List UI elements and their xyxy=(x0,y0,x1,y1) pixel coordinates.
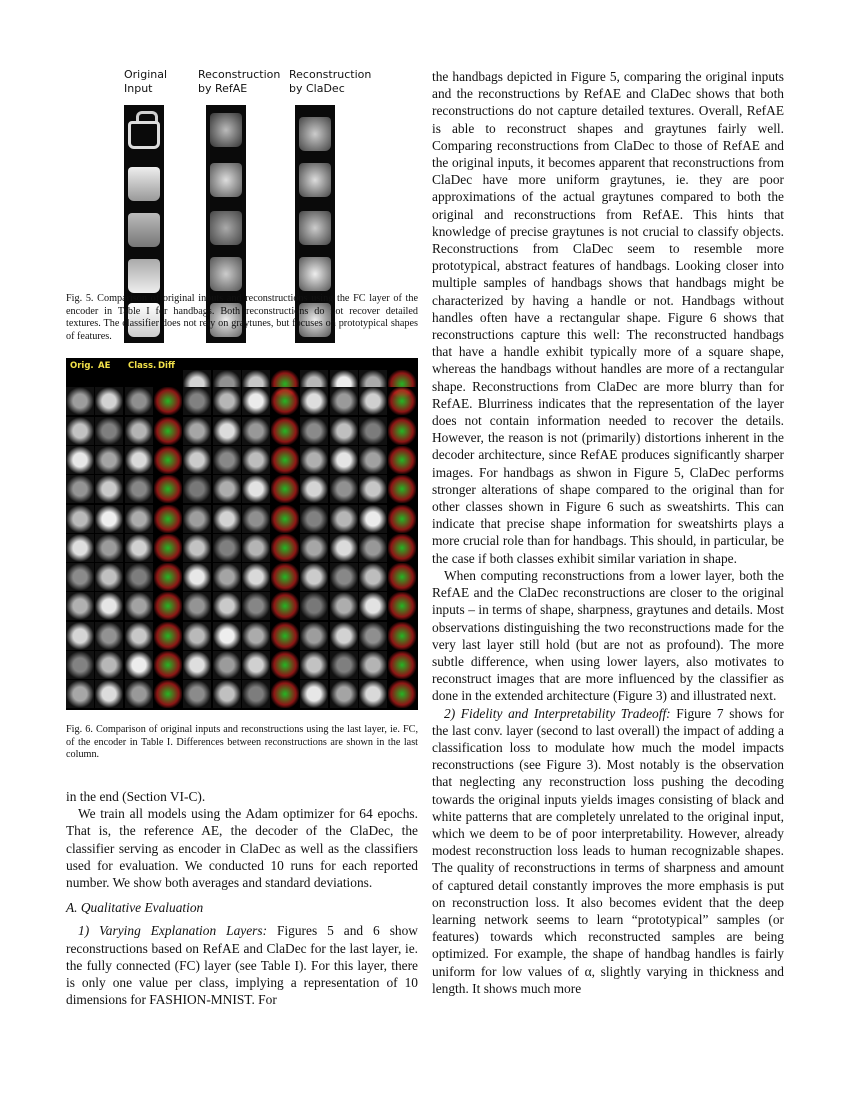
fig6-thumbnail xyxy=(154,680,182,708)
fig6-thumbnail xyxy=(330,534,358,562)
fig6-thumbnail xyxy=(388,475,416,503)
figure-6 xyxy=(66,358,418,710)
fig6-thumbnail xyxy=(154,592,182,620)
fig6-thumbnail xyxy=(359,446,387,474)
fig6-thumbnail xyxy=(213,534,241,562)
fig6-thumbnail xyxy=(359,563,387,591)
fig6-thumbnail xyxy=(183,387,211,415)
bag-image xyxy=(299,257,331,291)
left-paragraph-2: We train all models using the Adam optimizer for 64 epochs. That is, the reference AE, the decoder of the ClaDec, the classifier serving as encoder in ClaDec as well as the classifiers used for evaluation. We conducted 10 runs for each reported number. We show both averages and standard deviations. xyxy=(66,806,418,891)
fig6-thumbnail xyxy=(300,592,328,620)
fig6-thumbnail xyxy=(330,387,358,415)
fig6-thumbnail xyxy=(330,592,358,620)
figure-5 xyxy=(120,68,380,278)
fig6-thumbnail xyxy=(330,680,358,708)
fig6-thumbnail xyxy=(66,534,94,562)
fig6-thumbnail xyxy=(125,475,153,503)
fig6-thumbnail xyxy=(66,563,94,591)
fig6-thumbnail xyxy=(300,417,328,445)
fig6-thumbnail xyxy=(213,651,241,679)
fig5-header-original: Original Input xyxy=(124,68,168,95)
fig6-thumbnail xyxy=(183,651,211,679)
left-paragraph-3 xyxy=(66,922,418,1008)
fig6-thumbnail xyxy=(300,505,328,533)
bag-image xyxy=(210,163,242,197)
fig6-thumbnail xyxy=(359,534,387,562)
fig6-thumbnail xyxy=(300,446,328,474)
fig6-thumbnail xyxy=(271,651,299,679)
fig6-thumbnail xyxy=(359,505,387,533)
fig6-thumbnail xyxy=(66,651,94,679)
fig6-thumbnail xyxy=(242,563,270,591)
bag-image xyxy=(128,167,160,201)
left-column xyxy=(66,788,418,1008)
fig6-thumbnail xyxy=(300,563,328,591)
fig6-label-diff: Diff xyxy=(158,361,175,371)
fig6-thumbnail xyxy=(388,651,416,679)
fig6-thumbnail xyxy=(183,534,211,562)
bag-image xyxy=(299,163,331,197)
fig6-thumbnail xyxy=(95,622,123,650)
subsection-heading-2: 2) Fidelity and Interpretability Tradeoff: xyxy=(444,705,671,721)
fig6-thumbnail xyxy=(66,505,94,533)
section-heading: A. Qualitative Evaluation xyxy=(66,900,204,916)
fig6-thumbnail xyxy=(330,505,358,533)
fig6-thumbnail xyxy=(213,446,241,474)
fig6-thumbnail xyxy=(300,651,328,679)
left-paragraph-1: in the end (Section VI-C). xyxy=(66,789,206,804)
fig6-thumbnail xyxy=(271,592,299,620)
fig6-thumbnail xyxy=(66,446,94,474)
bag-image xyxy=(299,117,331,151)
fig6-thumbnail xyxy=(242,592,270,620)
fig6-label-orig: Orig. xyxy=(70,361,94,371)
figure-6-caption: Fig. 6. Comparison of original inputs and reconstructions using the last layer, ie. FC, of the encoder in Table I. Differences between reconstructions are shown in the last column. xyxy=(66,724,418,761)
fig6-thumbnail xyxy=(388,680,416,708)
fig6-thumbnail xyxy=(95,446,123,474)
fig6-thumbnail xyxy=(183,475,211,503)
fig6-thumbnail xyxy=(300,475,328,503)
fig6-thumbnail xyxy=(213,680,241,708)
bag-image xyxy=(128,213,160,247)
fig6-thumbnail xyxy=(330,446,358,474)
fig6-thumbnail xyxy=(330,622,358,650)
right-paragraph-3-text: Figure 7 shows for the last conv. layer (second to last overall) the impact of adding a classification loss to modulate how much the model impacts reconstructions (see Figure 3). Most notably is the observation that neglecting any reconstruction loss pushing the decoding towards the original inputs yields images consisting of black and white patterns that are completely unrelated to the original input, which we deem to be of poor interpretability. However, already modest reconstruction loss leads to human recognizable shapes. The quality of reconstructions in terms of sharpness and amount of captured detail constantly improves the more emphasis is put on reconstruction loss. It also becomes evident that the deep learning network seems to learn “prototypical” samples (or features) towards which reconstructed samples are being optimized. For example, the shape of handbag handles is fairly uniform for low values of α, slightly varying in thickness and length. It shows much more xyxy=(432,705,784,996)
fig6-thumbnail xyxy=(183,417,211,445)
fig6-thumbnail xyxy=(95,563,123,591)
fig6-thumbnail xyxy=(66,475,94,503)
fig6-thumbnail xyxy=(95,680,123,708)
fig6-thumbnail xyxy=(242,622,270,650)
fig6-thumbnail xyxy=(242,505,270,533)
fig5-header-cladec: Reconstruction by ClaDec xyxy=(289,68,372,95)
subsection-heading-1: 1) Varying Explanation Layers: xyxy=(78,923,268,939)
fig6-thumbnail xyxy=(242,680,270,708)
right-paragraph-1: the handbags depicted in Figure 5, comparing the original inputs and the reconstructions by RefAE and ClaDec shows that both reconstructions do not capture detailed textures. Overall, RefAE is able to reconstruct shapes and graytunes fairly well. Comparing reconstructions from ClaDec to those of RefAE and the original inputs, it becomes apparent that reconstructions from ClaDec have more uniform graytunes, ie. they are poor approximations of the actual graytunes compared to both the original and reconstructions from RefAE. This hints that knowledge of precise graytunes is not crucial to classify objects. Reconstructions from ClaDec seem to resemble more prototypical, abstract features of handbags. Looking closer into multiple samples of handbags shows that handbags might be characterized by having a handle or not. Handbags without handles often have a rectangular shape. Figure 6 shows that reconstructions capture this well: The reconstructed handbags that have a handle exhibit typically more of a square shape, whereas the handbags without handles are more of a rectangular shape. Reconstructions from ClaDec are more blurry than for RefAE. Blurriness indicates that the representation of the layer does not contain information needed to recover the details. However, the reason is not (primarily) distortions inherent in the decoder architecture, since RefAE produces significantly sharper images. For handbags as shwon in Figure 5, ClaDec performs stronger alterations of shape compared to the original than for other classes shown in Figure 6 such as sweatshirts. This can indicate that precise shape information for sweatshirts plays a more crucial role than for handbags. This should, in particular, be the case if both classes exhibit similar variation in shape. xyxy=(432,69,784,566)
fig6-thumbnail xyxy=(213,592,241,620)
fig6-thumbnail xyxy=(183,563,211,591)
fig6-thumbnail xyxy=(125,622,153,650)
right-column xyxy=(432,68,784,997)
bag-image xyxy=(299,211,331,245)
fig6-thumbnail xyxy=(388,622,416,650)
fig6-thumbnail xyxy=(154,534,182,562)
fig6-thumbnail xyxy=(213,563,241,591)
fig6-thumbnail xyxy=(154,387,182,415)
fig6-thumbnail xyxy=(95,417,123,445)
fig6-thumbnail xyxy=(183,446,211,474)
fig6-thumbnail xyxy=(213,622,241,650)
bag-image xyxy=(128,259,160,293)
fig6-thumbnail xyxy=(154,417,182,445)
bag-image xyxy=(210,257,242,291)
fig6-thumbnail xyxy=(242,387,270,415)
bag-image xyxy=(210,211,242,245)
fig6-thumbnail xyxy=(125,417,153,445)
fig6-thumbnail xyxy=(154,446,182,474)
fig6-thumbnail xyxy=(388,446,416,474)
fig6-thumbnail xyxy=(271,417,299,445)
fig6-thumbnail xyxy=(388,534,416,562)
fig6-thumbnail xyxy=(95,651,123,679)
fig6-thumbnail xyxy=(95,387,123,415)
fig6-thumbnail xyxy=(154,622,182,650)
fig6-label-ae: AE xyxy=(98,361,111,371)
fig6-thumbnail xyxy=(271,622,299,650)
fig6-thumbnail xyxy=(183,680,211,708)
fig6-thumbnail xyxy=(359,417,387,445)
fig6-thumbnail xyxy=(388,387,416,415)
fig6-thumbnail xyxy=(125,505,153,533)
fig6-thumbnail xyxy=(154,505,182,533)
fig6-thumbnail xyxy=(330,651,358,679)
fig6-thumbnail xyxy=(359,680,387,708)
fig6-thumbnail xyxy=(213,387,241,415)
fig6-thumbnail xyxy=(95,505,123,533)
fig6-thumbnail xyxy=(242,651,270,679)
fig6-thumbnail xyxy=(125,387,153,415)
fig6-thumbnail xyxy=(242,475,270,503)
fig6-thumbnail xyxy=(125,563,153,591)
fig6-thumbnail xyxy=(66,387,94,415)
fig6-thumbnail xyxy=(95,534,123,562)
fig6-thumbnail xyxy=(213,505,241,533)
fig6-thumbnail xyxy=(183,592,211,620)
fig6-thumbnail xyxy=(300,622,328,650)
right-paragraph-2: When computing reconstructions from a lower layer, both the RefAE and the ClaDec reconstructions are closer to the original inputs – in terms of shape, sharpness, graytunes and details. Most observations distinguishing the two reconstructions made for the very last layer still hold (but are not as profound). The more subtle difference, when using lower layers, also motivates to reconstruct images that are more influenced by the classifier as done in the extended architecture (Figure 3) and illustrated next. xyxy=(432,567,784,704)
fig6-thumbnail xyxy=(359,622,387,650)
fig6-thumbnail xyxy=(66,592,94,620)
fig6-thumbnail xyxy=(95,475,123,503)
fig6-thumbnail xyxy=(125,592,153,620)
fig6-thumbnail xyxy=(388,505,416,533)
fig6-thumbnail xyxy=(271,534,299,562)
fig6-thumbnail xyxy=(242,446,270,474)
fig6-thumbnail xyxy=(125,680,153,708)
right-paragraph-3 xyxy=(432,705,784,997)
fig6-thumbnail xyxy=(359,475,387,503)
fig6-thumbnail xyxy=(125,534,153,562)
fig6-thumbnail xyxy=(300,534,328,562)
fig6-thumbnail xyxy=(271,563,299,591)
fig6-thumbnail xyxy=(183,505,211,533)
fig6-label-class: Class. xyxy=(128,361,157,371)
fig6-thumbnail xyxy=(300,387,328,415)
bag-image xyxy=(210,113,242,147)
fig5-header-refae: Reconstruction by RefAE xyxy=(198,68,281,95)
fig6-thumbnail xyxy=(388,592,416,620)
fig6-thumbnail xyxy=(183,622,211,650)
fig6-thumbnail xyxy=(125,446,153,474)
fig6-thumbnail xyxy=(125,651,153,679)
fig6-thumbnail xyxy=(213,475,241,503)
fig6-thumbnail xyxy=(300,680,328,708)
fig6-thumbnail xyxy=(66,622,94,650)
fig6-thumbnail xyxy=(95,592,123,620)
fig6-thumbnail xyxy=(154,475,182,503)
fig6-thumbnail xyxy=(359,387,387,415)
figure-5-caption: Fig. 5. Comparison of original inputs and reconstructions using the FC layer of the encoder in Table I for handbags. Both reconstructions do not recover detailed textures. The classifier does not rely on graytunes, but focuses on prototypical shapes of features. xyxy=(66,293,418,342)
fig6-thumbnail xyxy=(154,563,182,591)
fig6-thumbnail xyxy=(242,417,270,445)
fig6-thumbnail xyxy=(388,563,416,591)
fig6-thumbnail xyxy=(330,475,358,503)
fig6-thumbnail xyxy=(242,534,270,562)
fig6-thumbnail xyxy=(271,446,299,474)
fig6-thumbnail xyxy=(271,387,299,415)
fig6-thumbnail xyxy=(66,680,94,708)
fig6-thumbnail xyxy=(359,651,387,679)
fig6-thumbnail xyxy=(213,417,241,445)
fig6-thumbnail xyxy=(359,592,387,620)
fig6-thumbnail xyxy=(271,475,299,503)
fig6-thumbnail xyxy=(271,680,299,708)
fig6-thumbnail xyxy=(330,417,358,445)
bag-image xyxy=(128,121,160,149)
fig6-thumbnail xyxy=(154,651,182,679)
fig6-thumbnail xyxy=(271,505,299,533)
fig6-thumbnail xyxy=(330,563,358,591)
left-paragraph-3-text: Figures 5 and 6 show reconstructions based on RefAE and ClaDec for the last layer, ie. the fully connected (FC) layer (see Table I). For this layer, there is only one value per class, implying a representation of 10 dimensions for FASHION-MNIST. For xyxy=(66,923,418,1008)
fig6-thumbnail xyxy=(388,417,416,445)
fig6-thumbnail xyxy=(66,417,94,445)
